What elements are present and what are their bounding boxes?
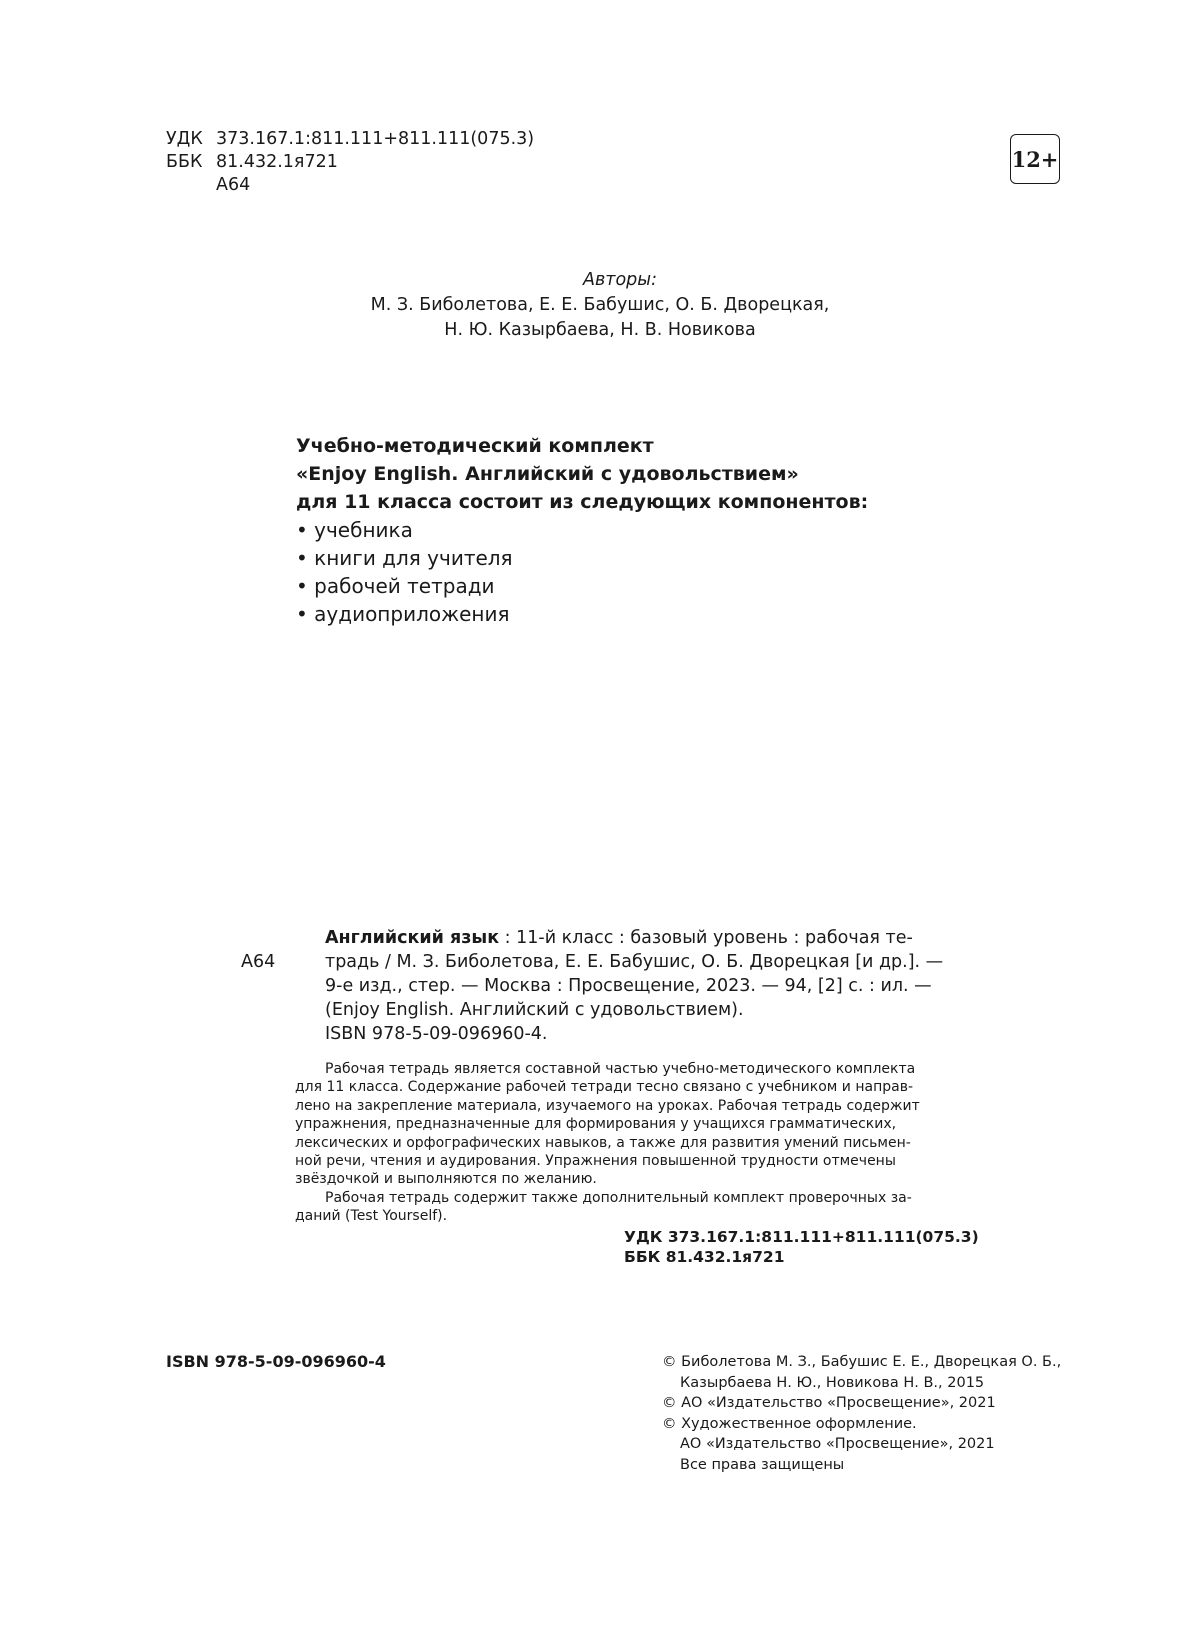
copyright-line: © Художественное оформление. — [662, 1415, 917, 1432]
age-rating-badge: 12+ — [1010, 134, 1060, 184]
annotation-bbk: ББК 81.432.1я721 — [624, 1248, 785, 1266]
udk-row — [166, 128, 534, 151]
annotation-line: звёздочкой и выполняются по желанию. — [295, 1171, 597, 1188]
annotation-line: лексических и орфографических навыков, а также для развития умений письмен- — [295, 1134, 911, 1151]
kit-component-item: • учебника — [296, 518, 413, 542]
kit-component-item: • рабочей тетради — [296, 574, 495, 598]
classification-codes — [166, 128, 534, 197]
copyright-line: Все права защищены — [680, 1456, 845, 1473]
annotation-line: лено на закрепление материала, изучаемого на уроках. Рабочая тетрадь содержит — [295, 1097, 920, 1114]
annotation-line: Рабочая тетрадь является составной частью учебно-методического комплекта — [325, 1061, 916, 1077]
author-mark: А64 — [216, 175, 251, 195]
annotation-line: ной речи, чтения и аудирования. Упражнения повышенной трудности отмечены — [295, 1153, 896, 1170]
kit-component-item: • книги для учителя — [296, 546, 513, 570]
annotation-line: даний (Test Yourself). — [295, 1208, 448, 1225]
biblio-code: А64 — [241, 952, 276, 972]
biblio-line-3: 9-е изд., стер. — Москва : Просвещение, 2023. — 94, [2] с. : ил. — — [325, 976, 932, 996]
authors-block — [0, 268, 1200, 343]
copyright-line: Казырбаева Н. Ю., Новикова Н. В., 2015 — [680, 1374, 985, 1391]
kit-block — [296, 432, 868, 628]
author-mark-row — [166, 174, 534, 197]
bibliographic-record — [241, 926, 951, 1046]
kit-component-item: • аудиоприложения — [296, 602, 510, 626]
udk-value: 373.167.1:811.111+811.111(075.3) — [216, 129, 535, 149]
biblio-line — [241, 950, 951, 974]
isbn: ISBN 978-5-09-096960-4 — [166, 1352, 386, 1371]
annotation-line: для 11 класса. Содержание рабочей тетради тесно связано с учебником и направ- — [295, 1079, 914, 1096]
udk-label: УДК — [166, 129, 203, 149]
kit-title-line: «Enjoy English. Английский с удовольствием» — [296, 463, 799, 485]
biblio-line-4: (Enjoy English. Английский с удовольствием). — [325, 1000, 744, 1020]
biblio-line-2: традь / М. З. Биболетова, Е. Е. Бабушис, О. Б. Дворецкая [и др.]. — — [325, 952, 944, 972]
annotation-codes — [624, 1227, 979, 1267]
biblio-title: Английский язык — [325, 928, 500, 948]
annotation-line: Рабочая тетрадь содержит также дополнительный комплект проверочных за- — [325, 1189, 912, 1206]
kit-title-line: для 11 класса состоит из следующих компонентов: — [296, 491, 869, 513]
annotation — [295, 1060, 955, 1226]
copyright-line: АО «Издательство «Просвещение», 2021 — [680, 1436, 995, 1452]
bbk-value: 81.432.1я721 — [216, 152, 338, 172]
annotation-line: упражнения, предназначенные для формирования у учащихся грамматических, — [295, 1116, 897, 1133]
authors-heading: Авторы: — [582, 270, 657, 290]
authors-line-1: М. З. Биболетова, Е. Е. Бабушис, О. Б. Дворецкая, — [370, 295, 830, 315]
bbk-row — [166, 151, 534, 174]
biblio-line-5: ISBN 978-5-09-096960-4. — [325, 1024, 548, 1044]
kit-title-line: Учебно-методический комплект — [296, 435, 654, 457]
copyright-line: © Биболетова М. З., Бабушис Е. Е., Дворецкая О. Б., — [662, 1354, 1062, 1370]
authors-line-2: Н. Ю. Казырбаева, Н. В. Новикова — [444, 320, 756, 340]
bbk-label: ББК — [166, 152, 203, 172]
copyright-block — [662, 1352, 1061, 1475]
biblio-line-1-rest: : 11-й класс : базовый уровень : рабочая те- — [499, 928, 913, 948]
biblio-line — [241, 926, 951, 950]
annotation-udk: УДК 373.167.1:811.111+811.111(075.3) — [624, 1228, 979, 1246]
copyright-line: © АО «Издательство «Просвещение», 2021 — [662, 1395, 996, 1411]
